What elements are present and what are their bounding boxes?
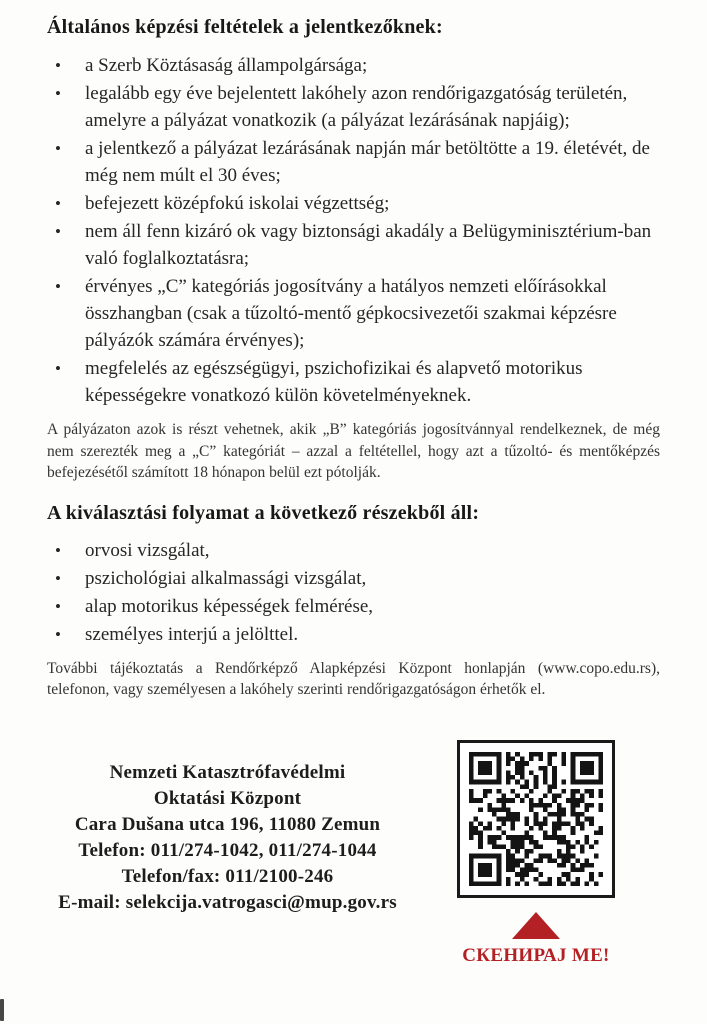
step-item: [47, 537, 660, 564]
bullet-icon: •: [55, 568, 61, 588]
condition-text: a jelentkező a pályázat lezárásának napján már betöltötte a 19. életévét, de még nem múlt el 30 éves;: [85, 138, 650, 186]
condition-text: legalább egy éve bejelentett lakóhely azon rendőrigazgatóság területén, amelyre a pályázat vonatkozik (a pályázat lezárásának napjáig);: [85, 83, 628, 131]
step-item: [47, 593, 660, 620]
scan-me-label: СКЕНИРАЈ МЕ!: [462, 945, 610, 966]
conditions-list: [47, 52, 660, 409]
arrow-up-icon: [512, 912, 560, 939]
selection-steps-list: [47, 537, 660, 648]
contact-block: [25, 760, 430, 916]
step-item: [47, 565, 660, 592]
bullet-icon: •: [55, 56, 61, 75]
bullet-icon: •: [55, 624, 61, 644]
condition-text: befejezett középfokú iskolai végzettség;: [85, 193, 390, 214]
bullet-icon: •: [55, 359, 61, 378]
condition-text: nem áll fenn kizáró ok vagy biztonsági akadály a Belügyminisztérium-ban való foglalkoztatásra;: [85, 221, 652, 269]
step-item: [47, 621, 660, 648]
bullet-icon: •: [55, 277, 61, 296]
condition-item: [47, 218, 660, 272]
footer-block: [0, 740, 707, 1024]
condition-text: érvényes „C” kategóriás jogosítvány a hatályos nemzeti előírásokkal összhangban (csak a tűzoltó-mentő gépkocsivezetői szakmai képzésre pályázók számára érvényes);: [85, 276, 617, 351]
bullet-icon: •: [55, 139, 61, 158]
note-further-info-paragraph: További tájékoztatás a Rendőrképző Alapképzési Központ honlapján (www.copo.edu.rs), telefonon, vagy személyesen a lakóhely szerinti rendőrigazgatóságon érhetők el.: [47, 659, 660, 698]
selection-process-heading: A kiválasztási folyamat a következő részekből áll:: [47, 501, 480, 524]
condition-item: [47, 273, 660, 354]
condition-item: [47, 135, 660, 189]
contact-email: E-mail: selekcija.vatrogasci@mup.gov.rs: [58, 892, 397, 913]
contact-org-name-line1: Nemzeti Katasztrófavédelmi: [109, 762, 346, 783]
qr-code-icon: [469, 752, 603, 886]
note-b-category-paragraph: A pályázaton azok is részt vehetnek, akik „B” kategóriás jogosítvánnyal rendelkeznek, de még nem szerezték meg a „C” kategóriát – azzal a feltétellel, hogy azt a tűzoltó- és mentőképzés befejezésétől számított 18 hónapon belül ezt pótolják.: [47, 421, 660, 481]
bullet-icon: •: [55, 194, 61, 213]
condition-item: [47, 355, 660, 409]
step-text: pszichológiai alkalmassági vizsgálat,: [85, 567, 367, 589]
contact-address: Cara Dušana utca 196, 11080 Zemun: [74, 814, 381, 835]
bullet-icon: •: [55, 596, 61, 616]
general-conditions-heading: Általános képzési feltételek a jelentkezőknek:: [47, 16, 443, 38]
condition-text: megfelelés az egészségügyi, pszichofizikai és alapvető motorikus képességekre vonatkozó külön követelményeknek.: [85, 358, 583, 406]
condition-text: a Szerb Köztásaság állampolgársága;: [85, 55, 368, 76]
condition-item: [47, 52, 660, 79]
scan-me-block: [452, 740, 620, 967]
scan-artifact: [0, 999, 4, 1021]
contact-phone-fax: Telefon/fax: 011/2100-246: [121, 866, 334, 887]
contact-phone: Telefon: 011/274-1042, 011/274-1044: [78, 840, 377, 861]
step-text: orvosi vizsgálat,: [85, 539, 210, 561]
contact-org-name-line2: Oktatási Központ: [153, 788, 302, 809]
condition-item: [47, 80, 660, 134]
bullet-icon: •: [55, 540, 61, 560]
step-text: alap motorikus képességek felmérése,: [85, 595, 374, 617]
step-text: személyes interjú a jelölttel.: [85, 623, 299, 645]
qr-frame: [457, 740, 615, 898]
condition-item: [47, 190, 660, 217]
bullet-icon: •: [55, 84, 61, 103]
bullet-icon: •: [55, 222, 61, 241]
